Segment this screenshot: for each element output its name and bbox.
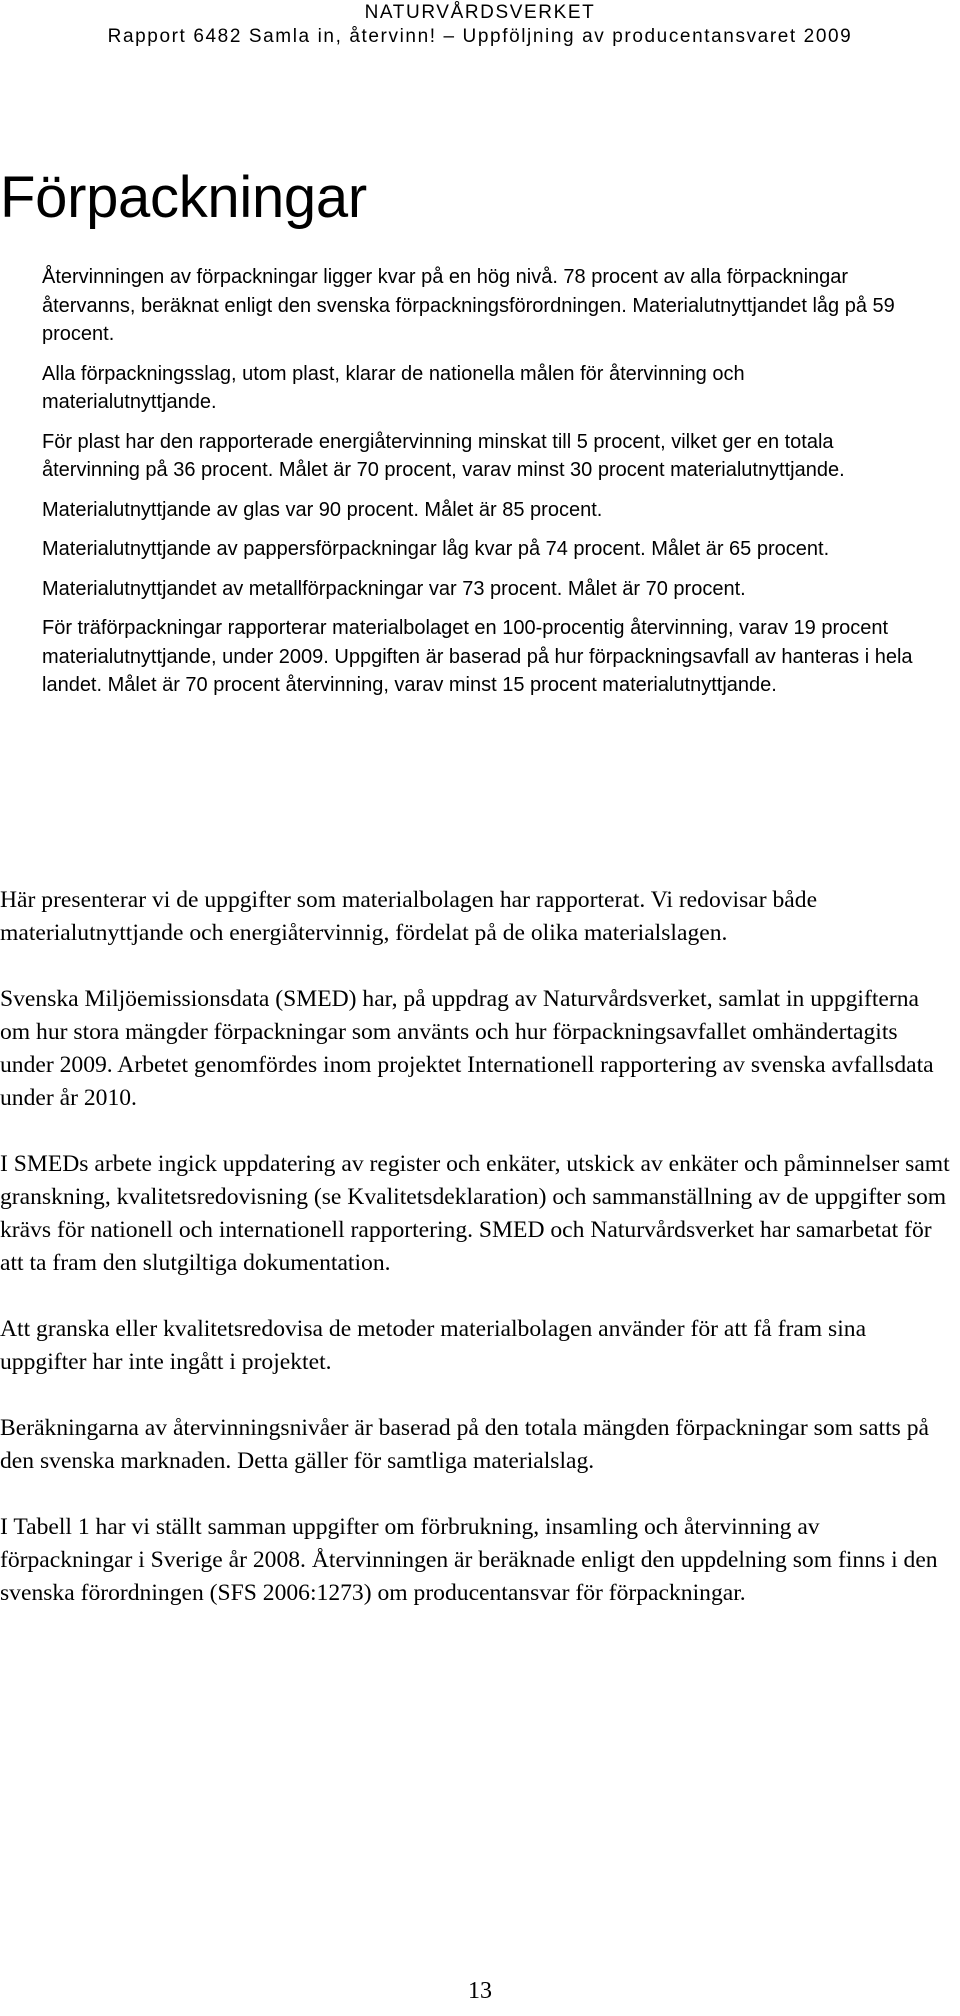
summary-paragraph: Materialutnyttjande av pappersförpackningar låg kvar på 74 procent. Målet är 65 procent. [42, 538, 830, 560]
body-paragraph: Beräkningarna av återvinningsnivåer är baserad på den totala mängden förpackningar som satts på den svenska marknaden. Detta gäller för samtliga materialslag. [0, 1415, 929, 1474]
body-paragraph: Svenska Miljöemissionsdata (SMED) har, på uppdrag av Naturvårdsverket, samlat in uppgifterna om hur stora mängder förpackningar som använts och hur förpackningsavfallet omhändertagits under 2009. Arbetet genomfördes inom projektet Internationell rapportering av svenska avfallsdata under år 2010. [0, 986, 934, 1111]
body-paragraph: Att granska eller kvalitetsredovisa de metoder materialbolagen använder för att få fram sina uppgifter har inte ingått i projektet. [0, 1316, 867, 1375]
summary-paragraph: Alla förpackningsslag, utom plast, klarar de nationella målen för återvinning och materialutnyttjande. [42, 362, 745, 413]
summary-paragraph: För plast har den rapporterade energiåtervinning minskat till 5 procent, vilket ger en totala återvinning på 36 procent. Målet är 70 procent, varav minst 30 procent materialutnyttjande. [42, 430, 845, 481]
section-title: Förpackningar [0, 165, 367, 230]
summary-paragraph: För träförpackningar rapporterar materialbolaget en 100-procentig återvinning, varav 19 procent materialutnyttjande, under 2009. Uppgiften är baserad på hur förpackningsavfall av hanteras i hela landet. Målet är 70 procent återvinning, varav minst 15 procent materialutnyttjande. [42, 617, 913, 696]
body-section [0, 884, 955, 1643]
body-paragraph: I Tabell 1 har vi ställt samman uppgifter om förbrukning, insamling och återvinning av förpackningar i Sverige år 2008. Återvinningen är beräknade enligt den uppdelning som finns i den svenska förordningen (SFS 2006:1273) om producentansvar för förpackningar. [0, 1514, 938, 1606]
page-header [0, 0, 960, 49]
report-title: Rapport 6482 Samla in, återvinn! – Uppföljning av producentansvaret 2009 [107, 26, 853, 47]
summary-paragraph: Materialutnyttjandet av metallförpackningar var 73 procent. Målet är 70 procent. [42, 577, 746, 600]
organization-name: NATURVÅRDSVERKET [364, 2, 596, 23]
summary-section [42, 263, 917, 711]
body-paragraph: Här presenterar vi de uppgifter som materialbolagen har rapporterat. Vi redovisar både materialutnyttjande och energiåtervinnig, fördelat på de olika materialslagen. [0, 887, 818, 946]
body-paragraph: I SMEDs arbete ingick uppdatering av register och enkäter, utskick av enkäter och påminnelser samt granskning, kvalitetsredovisning (se Kvalitetsdeklaration) och sammanställning av de uppgifter som krävs för nationell och internationell rapportering. SMED och Naturvårdsverket har samarbetat för att ta fram den slutgiltiga dokumentation. [0, 1151, 950, 1276]
summary-paragraph: Materialutnyttjande av glas var 90 procent. Målet är 85 procent. [42, 498, 603, 521]
page-number: 13 [468, 1978, 492, 2004]
summary-paragraph: Återvinningen av förpackningar ligger kvar på en hög nivå. 78 procent av alla förpackningar återvanns, beräknat enligt den svenska förpackningsförordningen. Materialutnyttjandet låg på 59 procent. [42, 266, 895, 345]
